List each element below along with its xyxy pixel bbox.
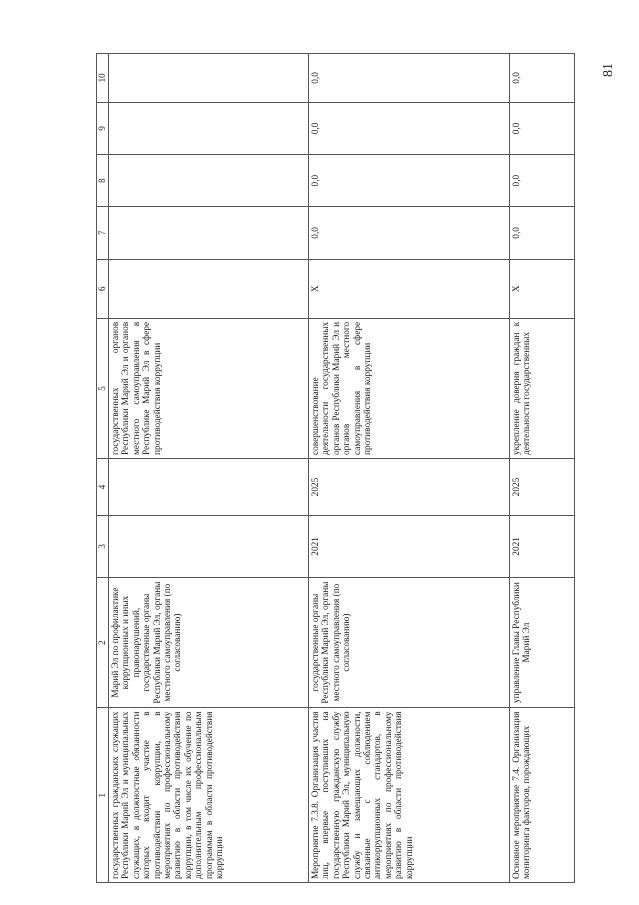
header-col-10: 10 — [97, 54, 109, 103]
header-col-1: 1 — [97, 708, 109, 883]
row3-col10: 0,0 — [510, 54, 575, 103]
row2-col10: 0,0 — [309, 54, 510, 103]
row1-end-year — [109, 459, 309, 516]
row2-result: совершенствование деятельности государственных органов Республики Марий Эл и органов местного самоуправления в сфере противодействия коррупции — [309, 318, 510, 458]
header-row — [97, 54, 109, 883]
rotated-table-container — [96, 53, 606, 883]
row3-col6: X — [510, 259, 575, 318]
row3-executor: управление Главы Республики Марий Эл — [510, 577, 575, 708]
header-col-8: 8 — [97, 155, 109, 207]
header-col-6: 6 — [97, 259, 109, 318]
row2-col8: 0,0 — [309, 155, 510, 207]
row2-end-year: 2025 — [309, 459, 510, 516]
page-number: 81 — [601, 63, 616, 77]
row1-result: государственных органов Республики Марий Эл и органов местного самоуправления в Республике Марий Эл в сфере противодействия коррупции — [109, 318, 309, 458]
row3-start-year: 2021 — [510, 516, 575, 578]
header-col-9: 9 — [97, 102, 109, 154]
row2-col9: 0,0 — [309, 102, 510, 154]
row2-col7: 0,0 — [309, 207, 510, 259]
header-col-7: 7 — [97, 207, 109, 259]
row1-activity: государственных гражданских служащих Республики Марий Эл и муниципальных служащих, в должностные обязанности которых входит участие в противодействии коррупции, в мероприятиях по профессиональному развитию в области противодействия коррупции, в том числе их обучение по дополнительным профессиональным программам в области противодействия коррупции — [109, 708, 309, 883]
row2-col6: X — [309, 259, 510, 318]
header-col-3: 3 — [97, 516, 109, 578]
row1-col10 — [109, 54, 309, 103]
row3-end-year: 2025 — [510, 459, 575, 516]
row3-activity: Основное мероприятие 7.4. Организация мониторинга факторов, порождающих — [510, 708, 575, 883]
row3-result: укрепление доверия граждан к деятельности государственных — [510, 318, 575, 458]
table-row — [109, 54, 309, 883]
table-row — [309, 54, 510, 883]
row1-col6 — [109, 259, 309, 318]
row1-col8 — [109, 155, 309, 207]
header-col-2: 2 — [97, 577, 109, 708]
header-col-4: 4 — [97, 459, 109, 516]
row1-executor: Марий Эл по профилактике коррупционных и иных правонарушений, государственные органы Республики Марий Эл, органы местного самоуправления (по согласованию) — [109, 577, 309, 708]
row1-start-year — [109, 516, 309, 578]
row3-col8: 0,0 — [510, 155, 575, 207]
row2-activity: Мероприятие 7.3.8. Организация участия лиц, впервые поступивших на государственную гражданскую службу Республики Марий Эл, муниципальную службу и замещающих должности, связанные с соблюдением антикоррупционных стандартов, в мероприятиях по профессиональному развитию в области противодействия коррупции — [309, 708, 510, 883]
row2-start-year: 2021 — [309, 516, 510, 578]
row3-col9: 0,0 — [510, 102, 575, 154]
row2-executor: государственные органы Республики Марий Эл, органы местного самоуправления (по согласованию) — [309, 577, 510, 708]
row3-col7: 0,0 — [510, 207, 575, 259]
table-row — [510, 54, 575, 883]
header-col-5: 5 — [97, 318, 109, 458]
row1-col9 — [109, 102, 309, 154]
row1-col7 — [109, 207, 309, 259]
program-table — [96, 53, 575, 883]
